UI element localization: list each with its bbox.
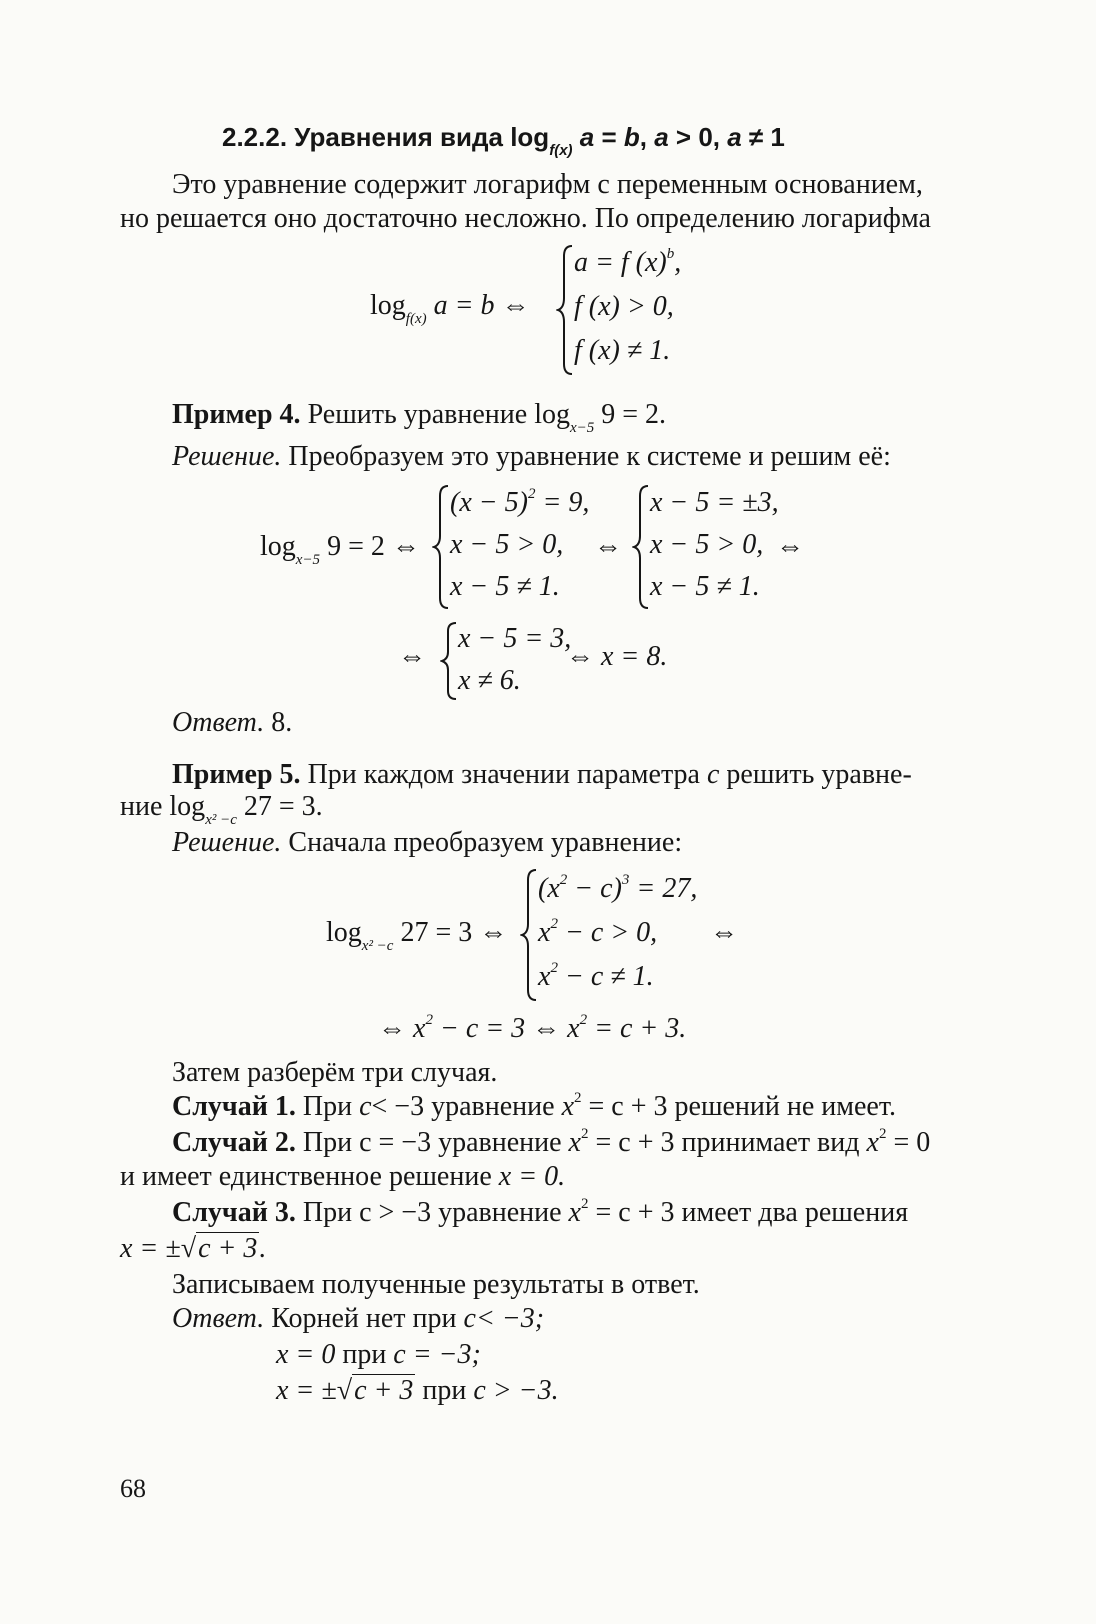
intro-line-1: Это уравнение содержит логарифм с переменным основанием, [172,169,923,200]
definition-row-1: a = f $(x)^b$, [574,246,682,278]
example-4: Пример 4. Решить уравнение $\log_{x-5} 9 = 2$. [172,399,667,436]
case-3-line-2: x = ±√c + 3. [120,1233,267,1264]
definition-lhs: $\log_{f(x)} a = b$ ⇔ [370,290,530,327]
system-5-row-1: $(x^2 - c)^3 = 27$, [538,872,698,904]
answer-5-line-2: x = 0 при c = −3; [276,1339,481,1370]
system-4b-row-3: x − 5 ≠ 1. [650,571,760,602]
system-5-row-3: $x^2 - c \ne 1$. [538,960,654,992]
example-5-line-2: ние $\log_{x^2 -c} 27 = 3$. [120,791,323,828]
case-2-line-1: Случай 2. При c = −3 уравнение $x^2 = c + 3$ принимает вид $x^2 = 0$ [172,1126,931,1158]
case-2-line-2: и имеет единственное решение x = 0. [120,1161,566,1192]
definition-row-3: f (x) ≠ 1. [574,335,671,366]
system-5-row-2: $x^2 - c > 0$, [538,916,658,948]
left-brace-icon [520,866,540,1004]
definition-system [556,242,756,378]
example-5-line-1: Пример 5. При каждом значении параметра c решить уравне- [172,759,912,790]
solution-4-intro: Решение. Преобразуем это уравнение к системе и решим её: [172,441,891,472]
system-4c-row-1: x − 5 = 3, [458,623,572,654]
system-4a-row-1: $(x - 5)^2 = 9$, [450,486,590,518]
case-1: Случай 1. При c< −3 уравнение $x^2 = c + 3$ решений не имеет. [172,1090,896,1122]
system-4b-row-2: x − 5 > 0, [650,529,764,560]
system-4a-row-2: x − 5 > 0, [450,529,564,560]
cases-intro: Затем разберём три случая. [172,1057,498,1088]
system-4b [632,482,782,612]
left-brace-icon [432,482,452,612]
left-brace-icon [632,482,652,612]
system-4-equivalence: ⇔ [594,531,622,562]
system-4-lhs: $\log_{x-5} 9 = 2$ ⇔ [260,531,420,568]
system-5-lhs: $\log_{x^2 -c} 27 = 3$ ⇔ [326,917,508,954]
definition-row-2: f (x) > 0, [574,291,674,322]
record-results: Записываем полученные результаты в ответ. [172,1269,700,1300]
section-heading: 2.2.2. Уравнения вида $\log_{f(x)} a = b$, a > 0, a ≠ 1 [222,122,785,159]
system-4c-result: ⇔ x = 8. [566,641,668,672]
system-4a [432,482,592,612]
system-5 [520,866,720,1004]
left-brace-icon [440,620,460,702]
left-brace-icon [556,242,576,378]
system-4b-row-1: x − 5 = ±3, [650,487,779,518]
answer-4: Ответ. 8. [172,707,293,738]
case-3-line-1: Случай 3. При c > −3 уравнение $x^2 = c + 3$ имеет два решения [172,1196,909,1228]
intro-line-2: но решается оно достаточно несложно. По определению логарифма [120,203,931,234]
system-4c-pre: ⇔ [398,641,426,672]
answer-5-line-1: Ответ. Корней нет при c< −3; [172,1303,545,1334]
answer-5-line-3: x = ±√c + 3 при c > −3. [276,1375,559,1406]
system-5-end-equivalence: ⇔ [710,917,738,948]
page-number: 68 [120,1474,146,1503]
system-4c-row-2: x ≠ 6. [458,665,521,696]
system-5-result: ⇔ $x^2 - c = 3$ ⇔ $x^2 = c + 3$. [378,1012,687,1044]
system-4a-row-3: x − 5 ≠ 1. [450,571,560,602]
system-4-end-equivalence: ⇔ [776,531,804,562]
system-4c [440,620,570,702]
solution-5-intro: Решение. Сначала преобразуем уравнение: [172,827,683,858]
